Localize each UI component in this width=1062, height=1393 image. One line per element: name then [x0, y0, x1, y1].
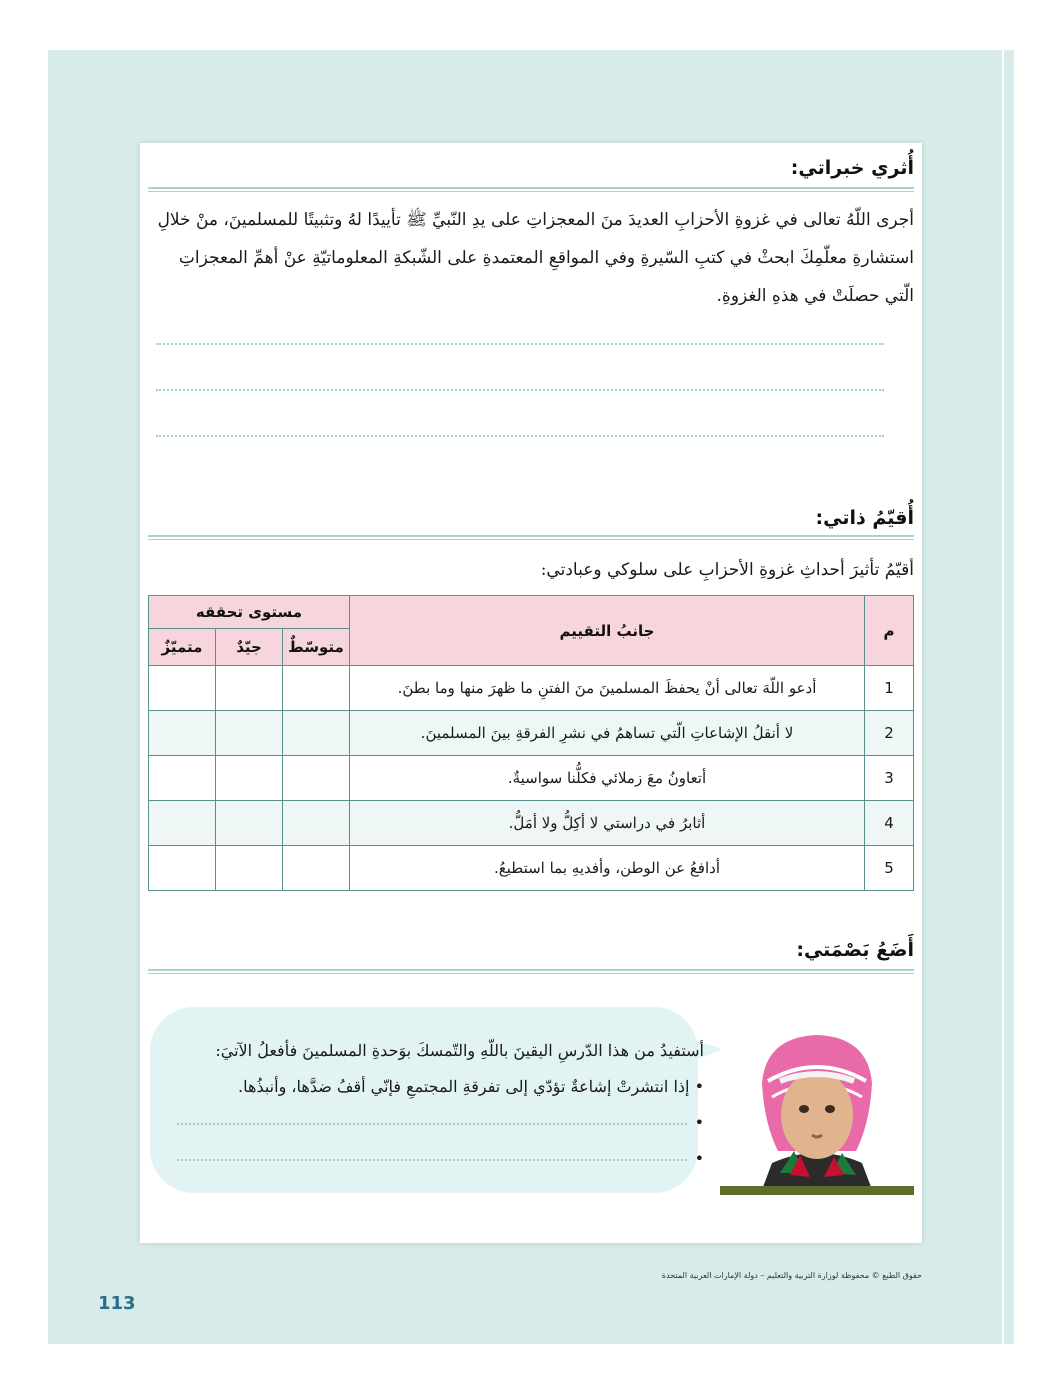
bubble-item-1-text: إذا انتشرتْ إشاعةٌ تؤدّي إلى تفرقةِ المجتمعِ فإنّي أقفُ ضدَّها، وأنبذُها.: [238, 1077, 690, 1096]
bullet-icon: •: [694, 1077, 704, 1096]
self-assessment-table: [148, 595, 914, 891]
table-row: [149, 801, 914, 846]
section-title-my-mark: أَضَعُ بَصْمَتي:: [796, 939, 914, 961]
answer-line-2[interactable]: [156, 389, 884, 391]
answer-line-1[interactable]: [156, 343, 884, 345]
row-number: 2: [865, 711, 914, 756]
bubble-item-1: [156, 1069, 704, 1105]
worksheet-card: [140, 143, 922, 1243]
row-aspect: أتعاونُ معَ زملائي فكلُّنا سواسيةٌ.: [350, 756, 865, 801]
level-cell-average[interactable]: [283, 711, 350, 756]
row-aspect: أثابرُ في دراستي لا أكِلُّ ولا أمَلُّ.: [350, 801, 865, 846]
row-number: 4: [865, 801, 914, 846]
level-cell-good[interactable]: [216, 801, 283, 846]
section-rule: [148, 187, 914, 192]
page-number: 113: [98, 1293, 136, 1314]
row-number: 5: [865, 846, 914, 891]
level-cell-excellent[interactable]: [149, 666, 216, 711]
speech-bubble-content: [156, 1033, 704, 1177]
photo-ground-strip: [720, 1186, 914, 1195]
section-rule: [148, 535, 914, 540]
level-cell-average[interactable]: [283, 846, 350, 891]
level-cell-excellent[interactable]: [149, 846, 216, 891]
table-header-level: مستوى تحققه: [149, 596, 350, 629]
table-header-aspect: جانبُ التقييم: [350, 596, 865, 666]
section-title-self-assess: أُقيّمُ ذاتي:: [815, 507, 914, 529]
page-edge-strip: [1004, 50, 1014, 1344]
student-photo: [720, 1023, 914, 1195]
level-cell-average[interactable]: [283, 756, 350, 801]
self-assess-intro: أقيّمُ تأثيرَ أحداثِ غزوةِ الأحزابِ على سلوكي وعبادتي:: [540, 560, 914, 580]
level-cell-excellent[interactable]: [149, 711, 216, 756]
answer-line-bullet-2[interactable]: [177, 1123, 687, 1125]
row-number: 1: [865, 666, 914, 711]
table-header-level-good: جيّدٌ: [216, 629, 283, 666]
bubble-item-2[interactable]: [156, 1105, 704, 1141]
level-cell-good[interactable]: [216, 756, 283, 801]
row-aspect: لا أنقلُ الإشاعاتِ الّتي تساهمُ في نشرِ الفرقةِ بينَ المسلمينَ.: [350, 711, 865, 756]
answer-line-3[interactable]: [156, 435, 884, 437]
table-header-num: م: [865, 596, 914, 666]
bullet-icon: •: [694, 1113, 704, 1132]
table-row: [149, 666, 914, 711]
table-header-level-average: متوسّطٌ: [283, 629, 350, 666]
row-number: 3: [865, 756, 914, 801]
bubble-item-3[interactable]: [156, 1141, 704, 1177]
table-row: [149, 711, 914, 756]
table-row: [149, 756, 914, 801]
table-row: [149, 846, 914, 891]
level-cell-average[interactable]: [283, 801, 350, 846]
copyright-note: حقوق الطبع © محفوظة لوزارة التربية والتعليم – دولة الإمارات العربية المتحدة: [661, 1271, 922, 1280]
level-cell-good[interactable]: [216, 666, 283, 711]
enrich-paragraph: أجرى اللّهُ تعالى في غزوةِ الأحزابِ العديدَ منَ المعجزاتِ على يدِ النّبيِّ ﷺ تأييدًا لهُ وتثبيتًا للمسلمينَ، منْ خلالِ استشارةِ معلّمِكَ ابحثْ في كتبِ السّيرةِ وفي المواقعِ المعتمدةِ على الشّبكةِ المعلوماتيّةِ عنْ أهمِّ المعجزاتِ الّتي حصلَتْ في هذهِ الغزوةِ.: [157, 210, 914, 306]
section-rule: [148, 969, 914, 974]
level-cell-excellent[interactable]: [149, 756, 216, 801]
bubble-lead: أستفيدُ من هذا الدّرسِ اليقينَ باللّهِ والتّمسكَ بوَحدةِ المسلمينَ فأفعلُ الآتيَ:: [215, 1041, 704, 1060]
level-cell-excellent[interactable]: [149, 801, 216, 846]
table-header-level-excellent: متميّزٌ: [149, 629, 216, 666]
row-aspect: أدافعُ عن الوطن، وأفديهِ بما استطيعُ.: [350, 846, 865, 891]
bullet-icon: •: [694, 1149, 704, 1168]
level-cell-good[interactable]: [216, 711, 283, 756]
level-cell-good[interactable]: [216, 846, 283, 891]
level-cell-average[interactable]: [283, 666, 350, 711]
row-aspect: أدعو اللّهَ تعالى أنْ يحفظَ المسلمينَ منَ الفتنِ ما ظهرَ منها وما بطنَ.: [350, 666, 865, 711]
answer-line-bullet-3[interactable]: [177, 1159, 687, 1161]
section-title-enrich: أُثري خبراتي:: [790, 157, 914, 179]
